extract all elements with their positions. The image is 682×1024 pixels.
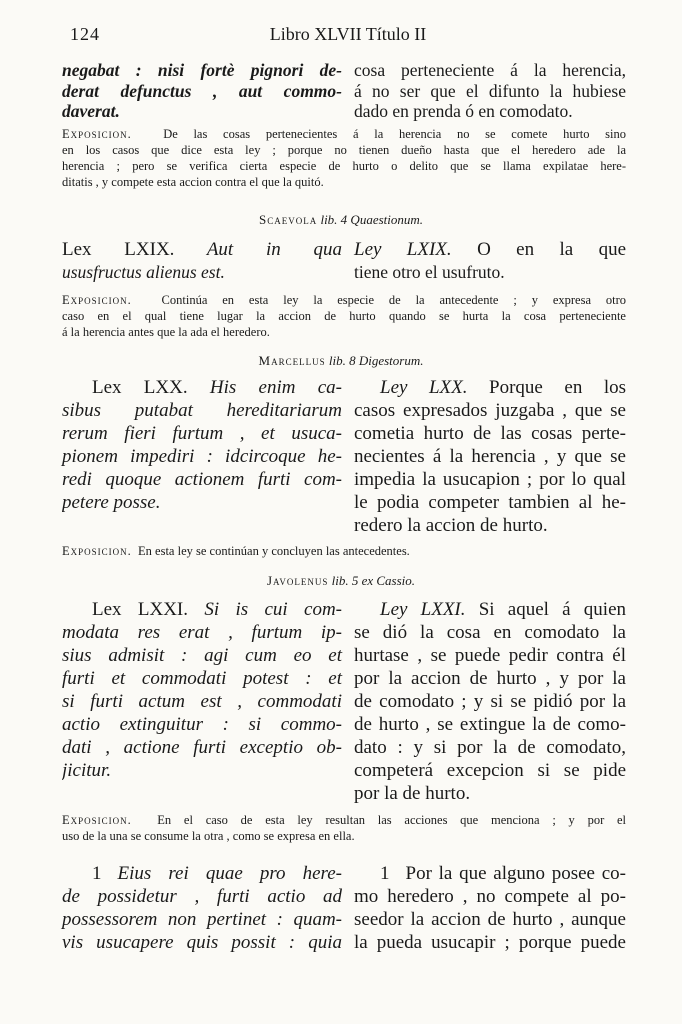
latin-line: jicitur. [62, 760, 112, 781]
exposicion-text: En esta ley se continúan y concluyen las antecedentes. [138, 544, 410, 558]
page-number: 124 [70, 24, 100, 44]
spanish-line: por la de hurto. [354, 783, 471, 804]
exposicion-line: uso de la una se consume la otra , como se expresa en ella. [62, 829, 355, 843]
exposicion-label: Exposicion. [62, 127, 132, 141]
spanish-line: cometia hurto de las cosas perte- [354, 423, 626, 444]
exposicion-label: Exposicion. [62, 293, 132, 307]
spanish-line: competerá excepcion si se pide [354, 760, 626, 781]
spanish-text: Si aquel á quien [478, 599, 627, 620]
exposicion-text: De las cosas pertenecientes á la herencia no se comete hurto sino [163, 127, 626, 141]
page-header [70, 24, 626, 50]
latin-line: redi quoque actionem furti com- [62, 469, 342, 490]
latin-line: daverat. [62, 101, 120, 121]
latin-line: petere posse. [62, 492, 161, 513]
latin-column [62, 238, 342, 284]
source-work: lib. 4 Quaestionum. [320, 212, 424, 227]
latin-line: modata res erat , furtum ip- [62, 622, 342, 643]
latin-line: sius admisit : agi cum eo et [62, 645, 342, 666]
spanish-line: redero la accion de hurto. [354, 515, 548, 536]
exposicion-text: Continúa en esta ley la especie de la antecedente ; y expresa otro [161, 293, 626, 307]
exposicion-line [62, 812, 626, 828]
latin-line [62, 862, 342, 885]
latin-line: possessorem non pertinet : quam- [62, 909, 342, 930]
latin-text: Si is cui com- [204, 599, 342, 620]
spanish-line: mo heredero , no compete al po- [354, 886, 626, 907]
latin-line: pionem impediri : idcircoque he- [62, 446, 342, 467]
spanish-line [354, 598, 626, 621]
latin-line: dati , actione furti exceptio ob- [62, 737, 342, 758]
exposicion-line: caso en el qual tiene lugar la accion de hurto quando se hurta la cosa perteneciente [62, 309, 626, 323]
source-citation [0, 573, 682, 589]
exposicion-label: Exposicion. [62, 813, 132, 827]
exposicion-block [62, 543, 626, 559]
spanish-line: por la accion de hurto , y por la [354, 668, 626, 689]
spanish-line [354, 862, 626, 885]
source-author: Marcellus [258, 353, 326, 368]
paragraph-number: 1 [92, 863, 102, 884]
latin-line: furti et commodati potest : et [62, 668, 342, 689]
spanish-column [354, 862, 626, 954]
source-work: lib. 5 ex Cassio. [331, 573, 416, 588]
exposicion-line: herencia ; pero se verifica cierta especie de hurto o delito que se llama expilatae here- [62, 159, 626, 173]
latin-line: negabat : nisi fortè pignori de- [62, 60, 342, 80]
latin-line: rerum fieri furtum , et usuca- [62, 423, 342, 444]
running-head: Libro XLVII Título II [269, 24, 427, 44]
latin-law-heading: Lex LXIX. [62, 239, 175, 260]
spanish-column [354, 60, 626, 122]
latin-text: Eius rei quae pro here- [117, 863, 342, 884]
latin-law-heading: Lex LXXI. [92, 599, 188, 620]
exposicion-block [62, 812, 626, 844]
latin-line [62, 598, 342, 621]
latin-text: Aut in qua [206, 239, 342, 260]
latin-line: si furti actum est , commodati [62, 691, 342, 712]
spanish-line: seedor la accion de hurto , aunque [354, 909, 626, 930]
source-work: lib. 8 Digestorum. [328, 353, 424, 368]
paragraph-number: 1 [380, 863, 390, 884]
exposicion-line [62, 126, 626, 142]
spanish-line: de hurto , se extingue la de como- [354, 714, 626, 735]
source-author: Scaevola [258, 212, 318, 227]
spanish-column [354, 598, 626, 805]
source-citation [0, 353, 682, 369]
latin-line: ususfructus alienus est. [62, 262, 225, 282]
spanish-line: dado en prenda ó en comodato. [354, 101, 573, 121]
latin-line: actio extinguitur : si commo- [62, 714, 342, 735]
exposicion-line: en los casos que dice esta ley ; porque no tienen dueño hasta que el heredero ade la [62, 143, 626, 157]
spanish-line: cosa perteneciente á la herencia, [354, 60, 626, 80]
latin-line: sibus putabat hereditariarum [62, 400, 342, 421]
spanish-law-heading: Ley LXXI. [380, 599, 466, 620]
latin-line [62, 376, 342, 399]
latin-line: vis usucapere quis possit : quia [62, 932, 342, 953]
spanish-law-heading: Ley LXIX. [354, 239, 452, 260]
spanish-line: se dió la cosa en comodato la [354, 622, 626, 643]
spanish-line: hurtase , se puede pedir contra él [354, 645, 626, 666]
spanish-line: á no ser que el difunto la hubiese [354, 80, 626, 101]
exposicion-label: Exposicion. [62, 544, 132, 558]
latin-line [62, 238, 342, 261]
spanish-column [354, 238, 626, 284]
source-author: Javolenus [266, 573, 329, 588]
latin-text: His enim ca- [209, 377, 342, 398]
exposicion-text: En el caso de esta ley resultan las acciones que menciona ; y por el [157, 813, 627, 827]
exposicion-line [62, 292, 626, 308]
spanish-line: necientes á la herencia , y que se [354, 446, 626, 467]
exposicion-line [62, 543, 626, 559]
spanish-line: tiene otro el usufruto. [354, 262, 505, 282]
exposicion-block [62, 126, 626, 190]
exposicion-block [62, 292, 626, 340]
source-citation [0, 212, 682, 228]
exposicion-line: á la herencia antes que la ada el heredero. [62, 325, 270, 339]
spanish-line: de comodato ; y si se pidió por la [354, 691, 626, 712]
spanish-line [354, 238, 626, 261]
latin-line: de possidetur , furti actio ad [62, 886, 342, 907]
spanish-law-heading: Ley LXX. [380, 377, 468, 398]
spanish-text: Por la que alguno posee co- [405, 863, 626, 884]
spanish-line: la pueda usucapir ; porque puede [354, 932, 626, 953]
latin-column [62, 598, 342, 782]
spanish-line: casos expresados juzgaba , que se [354, 400, 626, 421]
spanish-line [354, 376, 626, 399]
spanish-text: Porque en los [489, 377, 627, 398]
latin-column [62, 862, 342, 954]
latin-column [62, 376, 342, 514]
spanish-line: impedia la usucapion ; por lo qual [354, 469, 626, 490]
exposicion-line: ditatis , y compete esta accion contra el que la quitó. [62, 175, 324, 189]
spanish-line: le podia competer tambien al he- [354, 492, 626, 513]
latin-law-heading: Lex LXX. [92, 377, 188, 398]
spanish-text: O en la que [477, 239, 626, 260]
latin-column [62, 60, 342, 122]
latin-line: derat defunctus , aut commo- [62, 80, 342, 101]
spanish-line: dato : y si por la de comodato, [354, 737, 626, 758]
spanish-column [354, 376, 626, 537]
